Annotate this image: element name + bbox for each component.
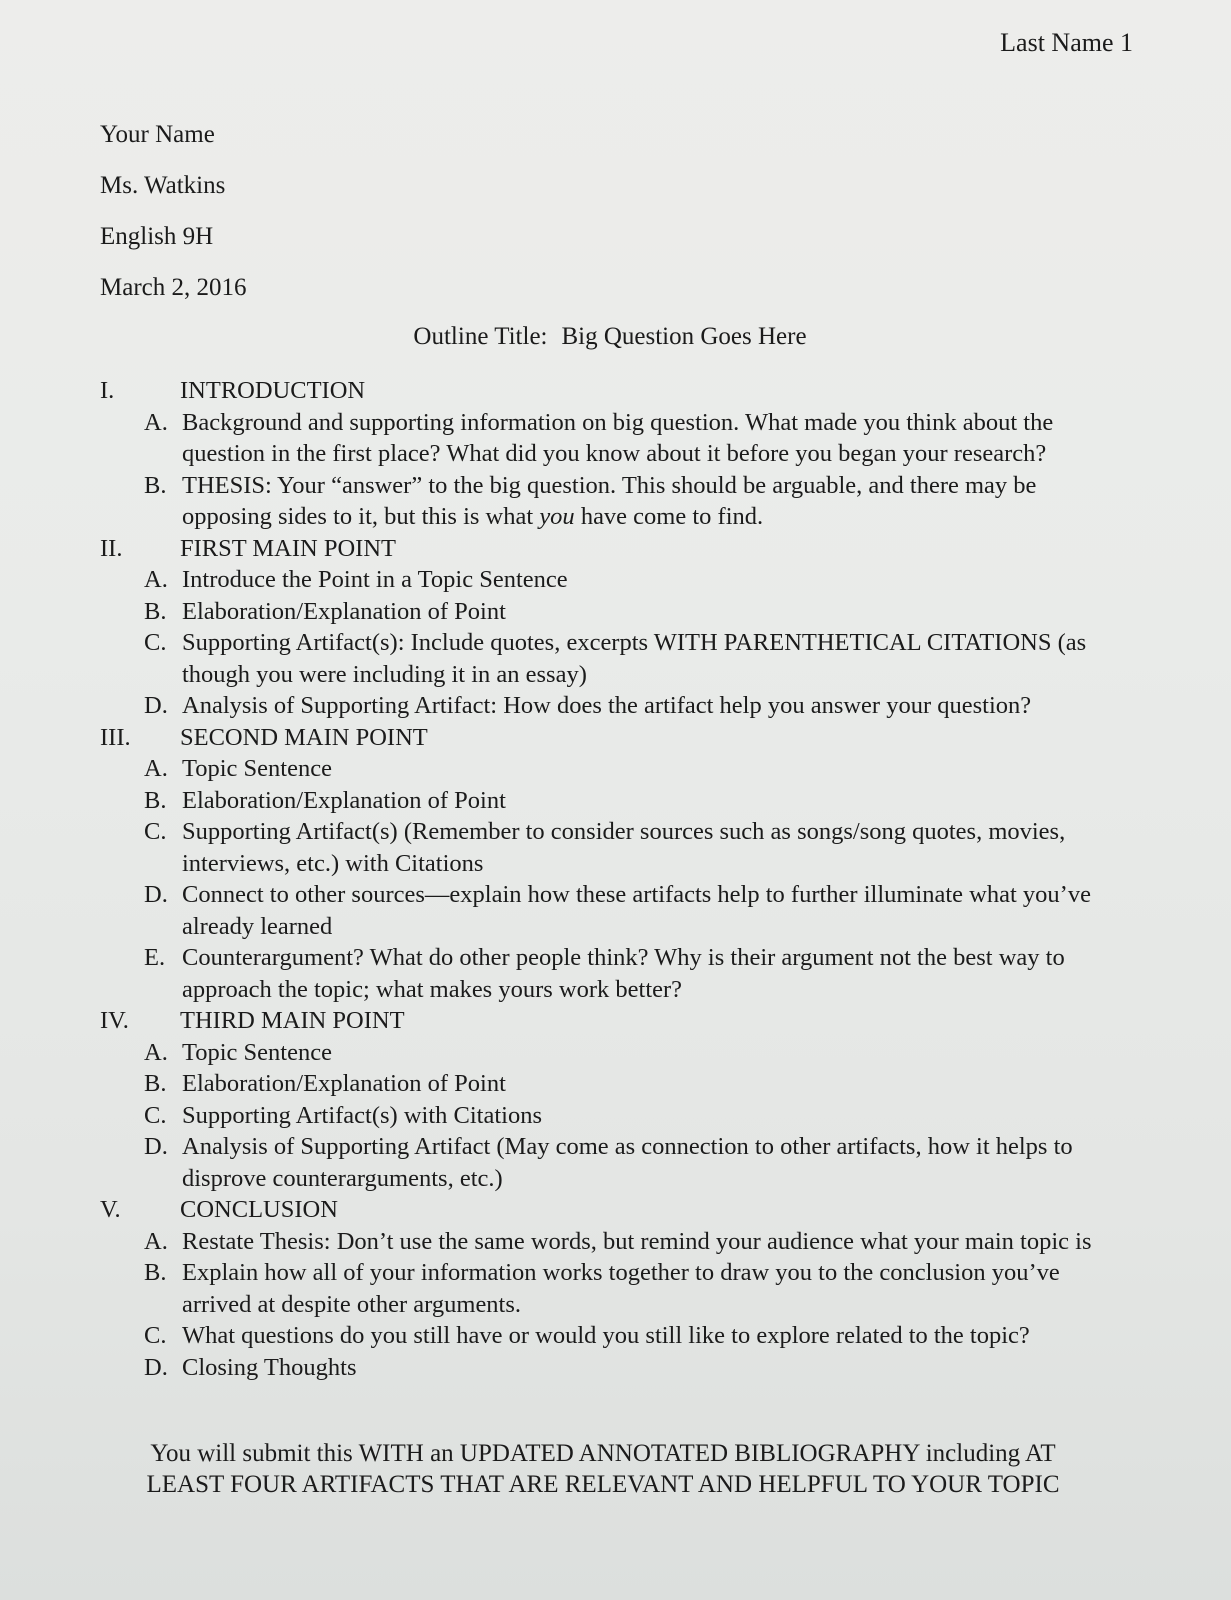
section-numeral: II. bbox=[100, 534, 123, 562]
thesis-text-after: have come to find. bbox=[574, 503, 764, 530]
item-letter: A. bbox=[144, 1227, 168, 1255]
item-text: Background and supporting information on big question. What made you think about the question in the first place? What did you know about it before you began your research? bbox=[182, 408, 1054, 467]
item-letter: B. bbox=[144, 786, 167, 814]
item-text: What questions do you still have or would you still like to explore related to the topic? bbox=[182, 1322, 1030, 1349]
outline-item bbox=[100, 1320, 1120, 1352]
item-text: Elaboration/Explanation of Point bbox=[182, 597, 506, 625]
outline-item bbox=[100, 596, 1120, 628]
section-conclusion bbox=[100, 1194, 1120, 1226]
item-letter: A. bbox=[144, 566, 168, 593]
outline-item bbox=[100, 879, 1120, 942]
item-letter: A. bbox=[144, 1038, 168, 1066]
item-letter: C. bbox=[144, 1322, 167, 1349]
item-letter: D. bbox=[144, 692, 168, 719]
item-letter: B. bbox=[144, 471, 167, 499]
outline-item bbox=[100, 942, 1120, 1005]
outline-item bbox=[100, 1100, 1120, 1132]
item-text bbox=[182, 470, 1120, 533]
outline-item bbox=[100, 1131, 1120, 1194]
item-text: Supporting Artifact(s) with Citations bbox=[182, 1101, 542, 1129]
item-text: Analysis of Supporting Artifact (May come as connection to other artifacts, how it helps to disprove counterarguments, etc.) bbox=[182, 1133, 1073, 1192]
title-label: Outline Title: bbox=[413, 323, 548, 350]
outline-item bbox=[100, 1352, 1120, 1384]
course-name: English 9H bbox=[100, 223, 214, 250]
thesis-emphasis: you bbox=[539, 503, 575, 530]
outline-item bbox=[100, 627, 1120, 690]
document-date: March 2, 2016 bbox=[100, 274, 247, 301]
outline-item bbox=[100, 1068, 1120, 1100]
outline-title bbox=[0, 323, 1220, 351]
section-heading: THIRD MAIN POINT bbox=[180, 1007, 405, 1034]
section-numeral: V. bbox=[100, 1196, 121, 1223]
submission-note: You will submit this WITH an UPDATED ANNOTATED BIBLIOGRAPHY including AT LEAST FOUR ARTIFACTS THAT ARE RELEVANT AND HELPFUL TO YOUR TOPIC bbox=[146, 1440, 1060, 1498]
section-numeral: IV. bbox=[100, 1007, 129, 1034]
page-header-label: Last Name 1 bbox=[1000, 28, 1133, 57]
outline-item bbox=[100, 407, 1120, 470]
item-letter: D. bbox=[144, 1353, 168, 1381]
section-third-main-point bbox=[100, 1005, 1120, 1037]
item-text: Topic Sentence bbox=[182, 1038, 332, 1066]
item-text: Counterargument? What do other people think? Why is their argument not the best way to approach the topic; what makes yours work better? bbox=[182, 944, 1065, 1003]
outline-item bbox=[100, 690, 1120, 722]
item-letter: D. bbox=[144, 1133, 168, 1160]
item-letter: B. bbox=[144, 1070, 167, 1097]
outline-item-thesis bbox=[100, 470, 1120, 533]
item-text: Supporting Artifact(s): Include quotes, excerpts WITH PARENTHETICAL CITATIONS (as though you were including it in an essay) bbox=[182, 629, 1087, 688]
section-numeral: III. bbox=[100, 723, 131, 751]
outline-item bbox=[100, 1037, 1120, 1069]
title-value: Big Question Goes Here bbox=[561, 323, 807, 350]
item-text: Supporting Artifact(s) (Remember to consider sources such as songs/song quotes, movies, interviews, etc.) with Citations bbox=[182, 818, 1066, 877]
item-text: Connect to other sources—explain how these artifacts help to further illuminate what you’ve already learned bbox=[182, 881, 1091, 940]
item-text: Introduce the Point in a Topic Sentence bbox=[182, 566, 568, 593]
outline-item bbox=[100, 816, 1120, 879]
section-heading: FIRST MAIN POINT bbox=[180, 534, 396, 562]
section-introduction bbox=[100, 375, 1120, 407]
outline-item bbox=[100, 1257, 1120, 1320]
item-letter: B. bbox=[144, 1259, 167, 1286]
section-first-main-point bbox=[100, 533, 1120, 565]
item-letter: D. bbox=[144, 881, 168, 908]
item-text: Elaboration/Explanation of Point bbox=[182, 786, 506, 814]
section-heading: CONCLUSION bbox=[180, 1196, 338, 1223]
outline-item bbox=[100, 564, 1120, 596]
item-text: Closing Thoughts bbox=[182, 1353, 357, 1381]
outline-item bbox=[100, 785, 1120, 817]
item-letter: C. bbox=[144, 818, 167, 845]
item-letter: C. bbox=[144, 629, 167, 656]
section-numeral: I. bbox=[100, 377, 115, 404]
item-text: Restate Thesis: Don’t use the same words, but remind your audience what your main topic is bbox=[182, 1227, 1092, 1255]
thesis-text-before: THESIS: Your “answer” to the big question. This should be arguable, and there may be opposing sides to it, but this is what bbox=[182, 471, 1037, 530]
item-text: Explain how all of your information works together to draw you to the conclusion you’ve arrived at despite other arguments. bbox=[182, 1259, 1060, 1318]
item-letter: A. bbox=[144, 755, 168, 782]
item-text: Topic Sentence bbox=[182, 755, 332, 782]
student-heading bbox=[100, 120, 247, 324]
section-heading: SECOND MAIN POINT bbox=[180, 723, 428, 751]
outline-body bbox=[100, 375, 1120, 1383]
item-text: Elaboration/Explanation of Point bbox=[182, 1070, 506, 1097]
item-text: Analysis of Supporting Artifact: How does the artifact help you answer your question? bbox=[182, 692, 1032, 719]
outline-item bbox=[100, 753, 1120, 785]
item-letter: B. bbox=[144, 597, 167, 625]
section-second-main-point bbox=[100, 722, 1120, 754]
teacher-name: Ms. Watkins bbox=[100, 172, 226, 199]
student-name: Your Name bbox=[100, 121, 215, 148]
section-heading: INTRODUCTION bbox=[180, 377, 366, 404]
item-letter: C. bbox=[144, 1101, 167, 1129]
item-letter: A. bbox=[144, 408, 168, 436]
item-letter: E. bbox=[144, 944, 166, 971]
outline-item bbox=[100, 1226, 1120, 1258]
